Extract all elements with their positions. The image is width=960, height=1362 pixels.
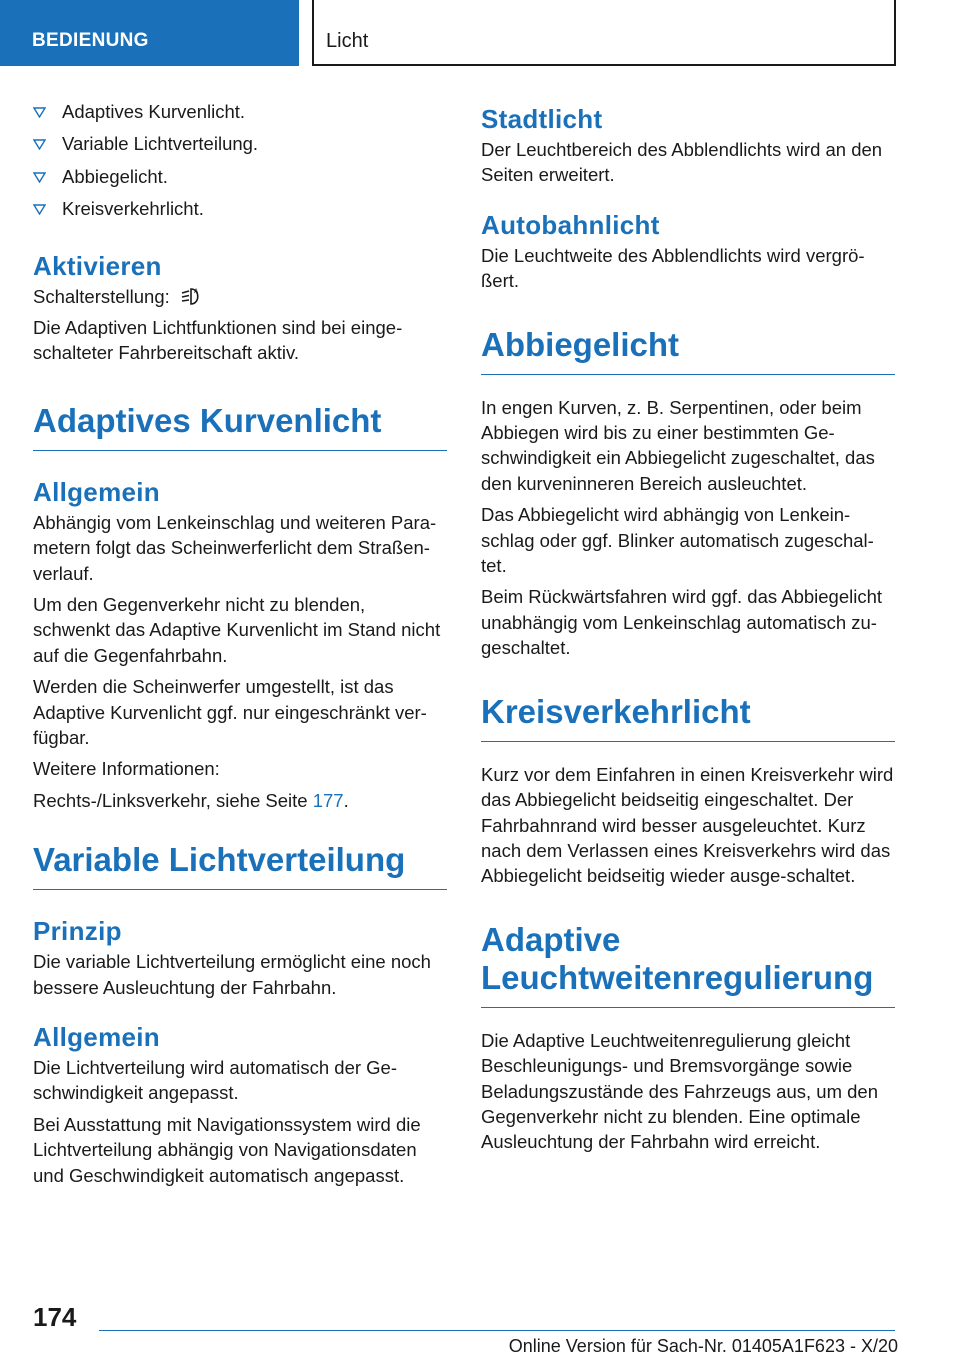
right-column: [481, 104, 895, 1155]
left-column: [33, 100, 447, 1188]
paragraph: Beim Rückwärtsfahren wird ggf. das Abbiegelicht unabhängig vom Lenkeinschlag automatisch zu-geschaltet.: [481, 586, 883, 659]
paragraph: Der Leuchtbereich des Abblendlichts wird an den Seiten erweitert.: [481, 139, 883, 186]
paragraph: Werden die Scheinwerfer umgestellt, ist das Adaptive Kurvenlicht ggf. nur eingeschränkt ver-fügbar.: [33, 676, 427, 749]
list-item: Kreisverkehrlicht.: [33, 197, 447, 221]
paragraph: Um den Gegenverkehr nicht zu blenden, schwenkt das Adaptive Kurvenlicht im Stand nicht auf die Gegenfahrbahn.: [33, 594, 441, 666]
triangle-bullet-icon: [33, 204, 46, 215]
svg-text:A: A: [193, 287, 198, 295]
heading-aktivieren: Aktivieren: [33, 250, 162, 281]
aktivieren-text: Die Adaptiven Lichtfunktionen sind bei einge-schalteter Fahrbereitschaft aktiv.: [33, 316, 403, 364]
list-item: Abbiegelicht.: [33, 165, 447, 189]
heading-allgemein: Allgemein: [33, 476, 160, 507]
paragraph: In engen Kurven, z. B. Serpentinen, oder beim Abbiegen wird bis zu einer bestimmten Ge-schwindigkeit ein Abbiegelicht zugeschaltet, das den kurveninneren Bereich ausleuchtet.: [481, 396, 875, 494]
paragraph: Kurz vor dem Einfahren in einen Kreisverkehr wird das Abbiegelicht beidseitig eingeschaltet. Der Fahrbahnrand wird besser ausgeleuchtet. Kurz nach dem Verlassen eines Kreisverkehrs wird das Abbiegelicht beidseitig wieder ausge-schaltet.: [481, 763, 894, 887]
paragraph: Abhängig vom Lenkeinschlag und weiteren Para-metern folgt das Scheinwerferlicht dem Straßen-verlauf.: [33, 511, 437, 584]
heading-stadtlicht: Stadtlicht: [481, 104, 603, 134]
paragraph: Die Lichtverteilung wird automatisch der Ge-schwindigkeit angepasst.: [33, 1057, 397, 1104]
triangle-bullet-icon: [33, 139, 46, 150]
footer-text: Online Version für Sach-Nr. 01405A1F623 - X/20: [508, 1336, 898, 1356]
feature-list: [33, 100, 447, 221]
triangle-bullet-icon: [33, 172, 46, 183]
chapter-tab: [312, 0, 896, 66]
paragraph: Die variable Lichtverteilung ermöglicht eine noch bessere Ausleuchtung der Fahrbahn.: [33, 951, 431, 998]
heading-autobahnlicht: Autobahnlicht: [481, 209, 660, 240]
list-item: Adaptives Kurvenlicht.: [33, 100, 447, 124]
page-link[interactable]: 177: [312, 789, 344, 811]
list-item: Variable Lichtverteilung.: [33, 132, 447, 156]
heading-variable-lichtverteilung: Variable Lichtverteilung: [33, 841, 447, 890]
auto-light-switch-icon: [180, 285, 204, 307]
heading-prinzip: Prinzip: [33, 916, 122, 947]
paragraph: Bei Ausstattung mit Navigationssystem wird die Lichtverteilung abhängig von Navigationsdaten und Geschwindigkeit automatisch angepasst.: [33, 1113, 421, 1186]
section-tab: [0, 0, 299, 66]
heading-abbiegelicht: Abbiegelicht: [481, 326, 895, 375]
paragraph: Die Adaptive Leuchtweitenregulierung gleicht Beschleunigungs- und Bremsvorgänge sowie Beladungszustände des Fahrzeugs aus, um den Gegenverkehr nicht zu blenden. Eine optimale Ausleuchtung der Fahrbahn wird erreicht.: [481, 1029, 878, 1153]
switch-position: Schalterstellung: A: [33, 284, 447, 309]
paragraph: Das Abbiegelicht wird abhängig von Lenkein-schlag oder ggf. Blinker automatisch zugeschal-tet.: [481, 504, 874, 577]
chapter-title: Licht: [326, 30, 369, 52]
page-number: 174: [33, 1302, 77, 1332]
heading-adaptives-kurvenlicht: Adaptives Kurvenlicht: [33, 402, 447, 451]
heading-allgemein: Allgemein: [33, 1022, 160, 1053]
paragraph: Weitere Informationen:: [33, 758, 220, 780]
paragraph: Die Leuchtweite des Abblendlichts wird vergrö-ßert.: [481, 244, 865, 292]
page-reference: Rechts-/Linksverkehr, siehe Seite 177.: [33, 789, 349, 811]
triangle-bullet-icon: [33, 107, 46, 118]
footer-divider: [99, 1330, 895, 1331]
heading-adaptive-leuchtweitenregulierung: Adaptive Leuchtweitenregulierung: [481, 921, 895, 1008]
section-title: BEDIENUNG: [32, 30, 149, 51]
heading-kreisverkehrlicht: Kreisverkehrlicht: [481, 693, 895, 742]
